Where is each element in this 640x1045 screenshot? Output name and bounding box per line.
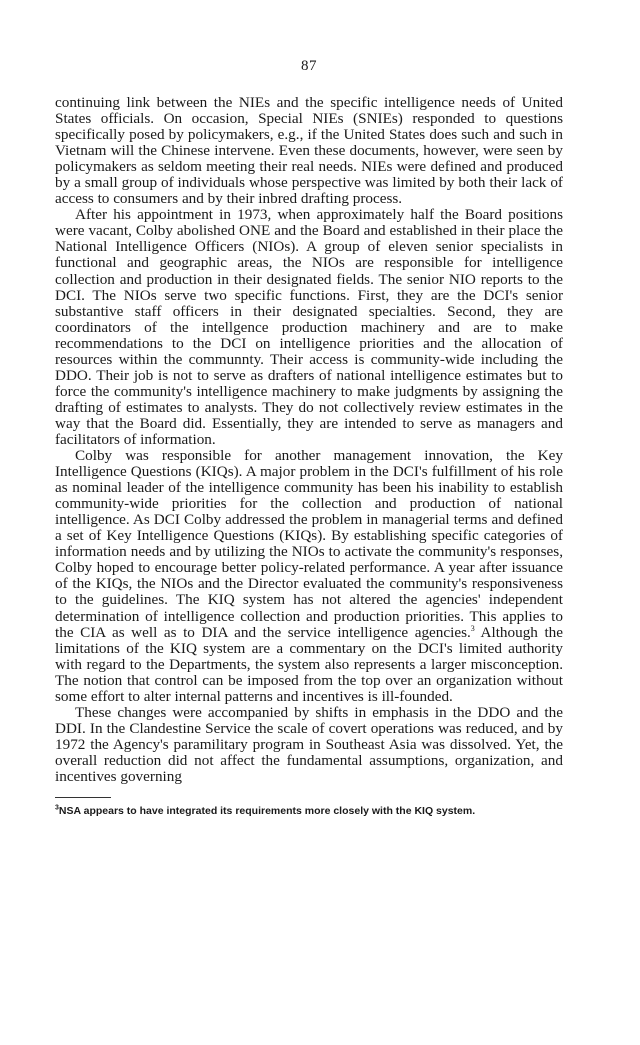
footnote-reference: 3 (470, 623, 475, 633)
document-page (55, 58, 563, 818)
paragraph-kiq-part-2: Although the limitations of the KIQ system are a commentary on the DCI's limited authority with regard to the Departments, the system also represents a larger misconception. The notion that control can be imposed from the top over an organization without some effort to alter internal patterns and incentives is ill-founded. (55, 623, 563, 705)
page-number: 87 (301, 58, 317, 74)
body-text (55, 95, 563, 785)
footnote-divider (55, 797, 111, 798)
paragraph-nio-establishment: After his appointment in 1973, when approximately half the Board positions were vacant, Colby abolished ONE and the Board and established in their place the National Intelligence Officers (NIOs). A group of eleven senior specialists in functional and geographic areas, the NIOs are responsible for intelligence collection and production in their designated fields. The senior NIO reports to the DCI. The NIOs serve two specific functions. First, they are the DCI's senior substantive staff officers in their designated specialties. Second, they are coordinators of the intellgence production machinery and are to make recommendations to the DCI on intelligence priorities and the allocation of resources within the communnty. Their access is community-wide including the DDO. Their job is not to serve as drafters of national intelligence estimates but to force the community's intelligence machinery to make judgments by assigning the drafting of estimates to analysts. They do not collectively review estimates in the way that the Board did. Essentially, they are intended to serve as managers and facilitators of information. (55, 206, 563, 448)
paragraph-kiq-part-1: Colby was responsible for another management innovation, the Key Intelligence Questions (KIQs). A major problem in the DCI's fulfillment of his role as nominal leader of the intelligence community has been his inability to establish community-wide priorities for the collection and production of national intelligence. As DCI Colby addressed the problem in managerial terms and defined a set of Key Intelligence Questions (KIQs). By establishing specific categories of information needs and by utilizing the NIOs to activate the community's responses, Colby hoped to encourage better policy-related performance. A year after issuance of the KIQs, the NIOs and the Director evaluated the community's responsiveness to the guidelines. The KIQ system has not altered the agencies' independent determination of intelligence collection and production priorities. This applies to the CIA as well as to DIA and the service intelligence agencies. (55, 447, 563, 641)
footnote (55, 804, 563, 818)
paragraph-nie-link: continuing link between the NIEs and the specific intelligence needs of United States officials. On occasion, Special NIEs (SNIEs) responded to questions specifically posed by policymakers, e.g., if the United States does such and such in Vietnam will the Chinese intervene. Even these documents, however, were seen by policymakers as seldom meeting their real needs. NIEs were defined and produced by a small group of individuals whose perspective was limited by both their lack of access to consumers and by their inbred drafting process. (55, 94, 563, 208)
paragraph-kiq (55, 448, 563, 705)
footnote-mark: 3 (55, 804, 59, 812)
footnote-text: NSA appears to have integrated its requirements more closely with the KIQ system. (58, 805, 476, 818)
paragraph-ddo-ddi-changes: These changes were accompanied by shifts in emphasis in the DDO and the DDI. In the Clandestine Service the scale of covert operations was reduced, and by 1972 the Agency's paramilitary program in Southeast Asia was dissolved. Yet, the overall reduction did not affect the fundamental assumptions, organization, and incentives governing (55, 703, 563, 785)
